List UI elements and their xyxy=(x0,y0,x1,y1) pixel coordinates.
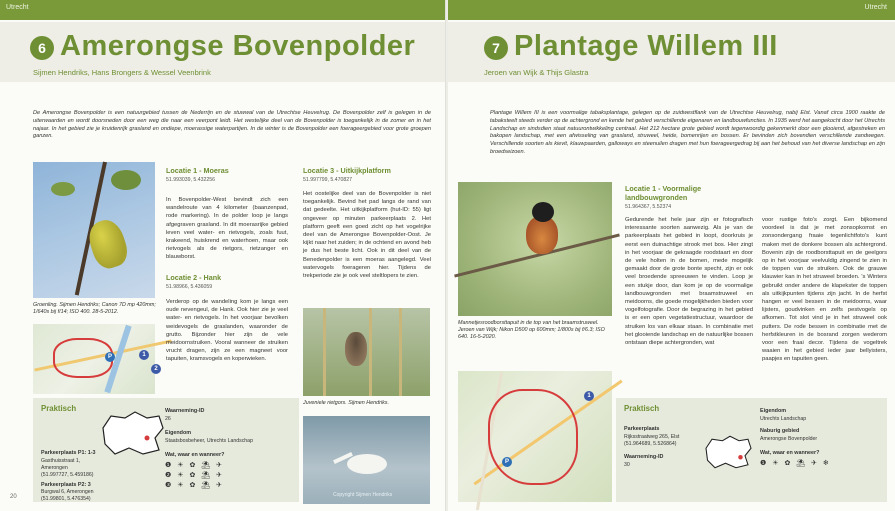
authors: Jeroen van Wijk & Thijs Glastra xyxy=(484,68,589,77)
praktisch-title: Praktisch xyxy=(624,404,660,413)
chapter-number: 6 xyxy=(30,36,54,60)
praktisch-box-2 xyxy=(756,398,887,502)
section-heading: Locatie 1 - Moeras xyxy=(166,166,229,175)
photo-caption: Mannetjesroodborsttapuit in de top van het braamstruweel. Jeroen van Wijk; Nikon D500 op 600mm; 1/800s bij f/6.3; ISO 640. 16-5-2020. xyxy=(458,320,605,340)
season-icons-row: ❷ ☀ ✿ ⛱ ✈ xyxy=(165,472,224,479)
left-page xyxy=(0,0,447,511)
parking-label: Parkeerplaats xyxy=(624,426,660,432)
stonechat-photo xyxy=(458,182,612,316)
map-pin-1: 1 xyxy=(584,391,594,401)
reed-caption: Juveniele rietgors. Sijmen Hendriks. xyxy=(303,400,389,406)
section-text-col2: voor rustige foto's zorgt. Een bijkomend voordeel is dat je met zonsopkomst en zonsondergang fraaie tegenlichtfoto's kunt maken met de donkere bossen als achtergrond. Bovenin zijn de roodborsttapuit en de geelgors op in het voorjaar veelvuldig zingend te zien in de toppen van de struiken. Ook de grauwe klauwier kan in het struweel broeden. 's Winters gebruikt onder andere de klapekster de toppen als uitkijkpunten tijdens zijn jacht. In de herfst hangen er veel bessen in de meidoorns, waar lijsters, goudvinken en zelfs pestvogels op afkomen. Tot slot vind je in het struweel ook putters. De rode bessen in combinatie met de herfstkleuren in de bosrand zorgen wederom voor een fraai decor. Tijdens de vogeltrek waaien in het gebied ieder jaar bellyisters, paapjes en tapuiten geen. xyxy=(762,217,887,363)
top-color-bar xyxy=(448,0,895,20)
photo-watermark: Copyright Sijmen Hendriks xyxy=(333,492,393,498)
section-coords: 51.964367, 5.52374 xyxy=(625,204,672,210)
id-label: Waarneming-ID xyxy=(165,408,205,414)
section-coords: 51.997799, 5.470827 xyxy=(303,177,353,183)
when-label: Wat, waar en wanneer? xyxy=(165,452,225,458)
intro-text: Plantage Willem III is een voormalige tabaksplantage, gelegen op de zuidwestflank van de Utrechtse Heuvelrug, nabij Elst. Vanaf circa 1900 raakte de tabaksteelt steeds verder op de achtergrond en kende het gebied verschillende eigenaren en landbouwfuncties. In 1935 werd het aangekocht door het Utrechts Landschap en sindsdien staat natuurontwikkeling centraal. Het 212 hectare grote gebied wordt tegenwoordig gekenmerkt door een glooiend, afgestreken en bakopen landschap, met een afwisseling van grasland, struweel, heide, bomenrijen en bossen. Er bevinden zich bovendien verschillende zandwegen. Verschillende soorten als kievit, klauwpaarden, galloways en steenuilen dragen met hun foerageergedrag bij aan het behoud van het diverse landschap en zijn broedseizoen. xyxy=(490,110,885,155)
owner-label: Eigendom xyxy=(760,408,787,414)
neighbor-label: Naburig gebied xyxy=(760,428,800,434)
route-map xyxy=(458,371,612,502)
praktisch-title: Praktisch xyxy=(41,404,77,413)
parking-text: Rijksstraatweg 265, Elst (51.964689, 5.526864) xyxy=(624,434,680,447)
page-title: Plantage Willem III xyxy=(514,30,778,62)
section-text: Verderop op de wandeling kom je langs een oude nevengeul, de Hank. Ook hier zie je veel water- en rietvogels. In het voorjaar bevolken weidevogels de graslanden, waaronder de grutto. Bijzonder hier zijn de vele meidoornstruiken. Vooral wanneer de struiken vrucht dragen, zijn ze een magneet voor tapuiten, kramsvogels en koperwieken. xyxy=(166,299,288,363)
photo-caption: Groenling. Sijmen Hendriks; Canon 7D mp 420mm; 1/640s bij f/14; ISO 400. 28-5-2012. xyxy=(33,302,156,315)
section-coords: 51.993039, 5.432256 xyxy=(166,177,216,183)
chapter-number: 7 xyxy=(484,36,508,60)
id-label: Waarneming-ID xyxy=(624,454,664,460)
map-pin-parking: P xyxy=(105,352,115,362)
parking2-label: Parkeerplaats P2: 3 xyxy=(41,482,91,488)
section-text: Het oostelijke deel van de Bovenpolder is niet toegankelijk. Bevind het pad langs de rand van dat gedeelte. Het uitkijkplatform (hut-ID: 55) ligt ongeveer op minuten parkeerplaats 2. Het platform geeft een goed zicht op het vogelrijke deel van de Amerongse Bovenpolder-Oost. Je kijkt naar het zuiden; in de ochtend en avond heb je dus het beste licht. Ook in dit deel van de Benedenpolder is een moeras aangelegd. Veel watervogels foerageren hier. Tijdens de trekperiode zie je ook veel steltlopers te zien. xyxy=(303,191,431,280)
section-heading: Locatie 1 - Voormalige xyxy=(625,184,702,193)
section-coords: 51.98966, 5.436059 xyxy=(166,284,213,290)
intro-text: De Amerongse Bovenpolder is een natuurgebied tussen de Nederrijn en de stuwwal van de Utrechtse Heuvelrug. De Bovenpolder zelf is gelegen in de uiterwaarden en wordt doorsneden door een weg die naar een veerpont leidt. Het westelijke deel van de Bovenpolder is toegankelijk in de zomer en in het najaar. In het gebied zie je kruidenrijk grasland en ondiepe, moerassige waterpartijen. In de winter is de Bovenpolder een foerageergebied voor grote groepen ganzen. xyxy=(33,110,431,140)
greenfinch-photo xyxy=(33,162,155,298)
owner-label: Eigendom xyxy=(165,430,192,436)
praktisch-box xyxy=(33,398,299,502)
reed-bunting-bird xyxy=(345,332,367,366)
owner-value: Utrechts Landschap xyxy=(760,416,807,422)
parking2-text: Burgwal 6, Amerongen (51.99801, 5.476354) xyxy=(41,489,94,502)
region-outline-icon xyxy=(700,432,754,472)
when-label: Wat, waar en wanneer? xyxy=(760,450,820,456)
reed-bunting-photo xyxy=(303,308,430,396)
page-title: Amerongse Bovenpolder xyxy=(60,30,416,62)
map-pin-parking: P xyxy=(502,457,512,467)
section-text: In Bovenpolder-West bevindt zich een wandelroute van 4 kilometer (baanzenpad, rode markering). In de polder loop je langs afgegraven grasland. In dit moerasrijke gebied leven veel water- en rietvogels, zoals fuut, krakeend, huiskrend en waterhoen, maar ook rietvogels als de rietgors, rietzanger en blauwborst. xyxy=(166,197,288,261)
spoonbill-bird xyxy=(347,454,387,474)
section-heading: Locatie 2 - Hank xyxy=(166,273,222,282)
season-icons-row: ❶ ☀ ✿ ⛱ ✈ xyxy=(165,462,224,469)
neighbor-value: Amerongse Bovenpolder xyxy=(760,436,818,442)
id-value: 26 xyxy=(165,416,171,422)
map-pin-2: 2 xyxy=(151,364,161,374)
map-pin-1: 1 xyxy=(139,350,149,360)
parking1-label: Parkeerplaats P1: 1-3 xyxy=(41,450,96,456)
id-value: 30 xyxy=(624,462,630,468)
section-text-col1: Gedurende het hele jaar zijn er fotografisch interessante soorten aanwezig. Als je van de parkeerplaats het gebied in loopt, doorkruis je eerst een duinachtige strook met bos. Hier zingt in het voorjaar de gekraagde roodstaart en door de vele holten in de bomen, mede mogelijk gemaakt door de grote bonte specht, zijn er ook veel broedende spreeuwen te vinden. Loop je een stukje door, dan kom je op de voormalige landbouwgronden met braamstruweel en meidoorns, die goede mogelijkheden bieden voor vogelfotografie. Door de begrazing in het gebied is er een open vegetatiestructuur, waardoor de struiken los van elkaar staan. In combinatie met het glooiende landschap en de natuurlijke bossen ontstaan diepe achtergronden, wat xyxy=(625,217,753,347)
season-icons-row: ❸ ☀ ✿ ⛱ ✈ xyxy=(165,482,224,489)
route-map xyxy=(33,324,158,394)
top-color-bar xyxy=(0,0,447,20)
region-label: Utrecht xyxy=(864,4,887,11)
season-icons-row: ❶ ☀ ✿ ⛱ ✈ ❄ xyxy=(760,460,831,467)
parking1-text: Gasthuisstraat 1, Amerongen (51.997727, 5.459186) xyxy=(41,458,94,478)
region-outline-icon xyxy=(95,408,167,458)
region-label: Utrecht xyxy=(6,4,29,11)
spoonbill-photo xyxy=(303,416,430,504)
authors: Sijmen Hendriks, Hans Brongers & Wessel Veenbrink xyxy=(33,68,211,77)
owner-value: Staatsbosbeheer, Utrechts Landschap xyxy=(165,438,253,444)
page-number: 20 xyxy=(10,494,17,500)
section-heading-cont: landbouwgronden xyxy=(625,193,688,202)
section-heading: Locatie 3 - Uitkijkplatform xyxy=(303,166,391,175)
praktisch-box xyxy=(616,398,756,502)
